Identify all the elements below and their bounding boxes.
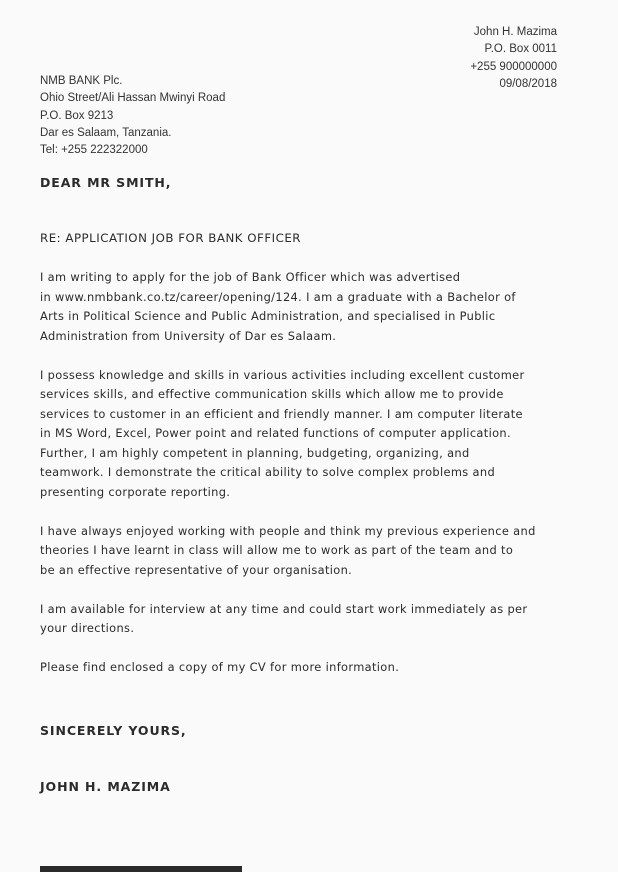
body-line: in MS Word, Excel, Power point and related functions of computer application. <box>40 426 511 440</box>
recipient-street: Ohio Street/Ali Hassan Mwinyi Road <box>40 92 226 105</box>
paragraph-introduction <box>40 268 580 346</box>
body-line: in www.nmbbank.co.tz/career/opening/124. I am a graduate with a Bachelor of <box>40 289 516 304</box>
body-line: your directions. <box>40 621 135 635</box>
recipient-company: NMB BANK Plc. <box>40 75 123 87</box>
body-line: I have always enjoyed working with people and think my previous experience and <box>40 523 536 538</box>
closing: SINCERELY YOURS, <box>40 723 187 738</box>
footer-bar <box>40 866 242 872</box>
recipient-address-block <box>40 73 225 159</box>
body-line: Further, I am highly competent in planning, budgeting, organizing, and <box>40 445 470 460</box>
body-line: Please find enclosed a copy of my CV for more information. <box>40 660 400 674</box>
body-line: be an effective representative of your organisation. <box>40 562 353 577</box>
body-line: presenting corporate reporting. <box>40 484 231 499</box>
letter-date: 09/08/2018 <box>499 77 557 90</box>
sender-address-block <box>470 24 557 93</box>
paragraph-availability <box>40 600 580 639</box>
sender-po-box: P.O. Box 0011 <box>484 43 557 56</box>
signature-name: JOHN H. MAZIMA <box>40 779 171 794</box>
body-line: I am available for interview at any time and could start work immediately as per <box>40 601 528 616</box>
sender-phone: +255 900000000 <box>470 60 557 73</box>
body-line: services skills, and effective communication skills which allow me to provide <box>40 387 504 401</box>
body-line: theories I have learnt in class will allow me to work as part of the team and to <box>40 543 514 557</box>
sender-name: John H. Mazima <box>473 26 557 38</box>
subject-line: RE: APPLICATION JOB FOR BANK OFFICER <box>40 231 301 245</box>
recipient-city: Dar es Salaam, Tanzania. <box>40 126 172 139</box>
paragraph-skills <box>40 366 580 503</box>
body-line: Administration from University of Dar es Salaam. <box>40 328 337 343</box>
body-line: teamwork. I demonstrate the critical ability to solve complex problems and <box>40 465 496 479</box>
paragraph-enclosure <box>40 658 580 678</box>
body-line: Arts in Political Science and Public Administration, and specialised in Public <box>40 309 496 323</box>
body-line: I possess knowledge and skills in various activities including excellent customer <box>40 367 525 382</box>
letter-body <box>40 268 580 697</box>
paragraph-teamwork <box>40 522 580 581</box>
recipient-tel: Tel: +255 222322000 <box>40 144 148 157</box>
salutation: DEAR MR SMITH, <box>40 175 172 190</box>
recipient-po-box: P.O. Box 9213 <box>40 109 114 122</box>
body-line: services to customer in an efficient and friendly manner. I am computer literate <box>40 406 523 421</box>
body-line: I am writing to apply for the job of Bank Officer which was advertised <box>40 270 461 284</box>
